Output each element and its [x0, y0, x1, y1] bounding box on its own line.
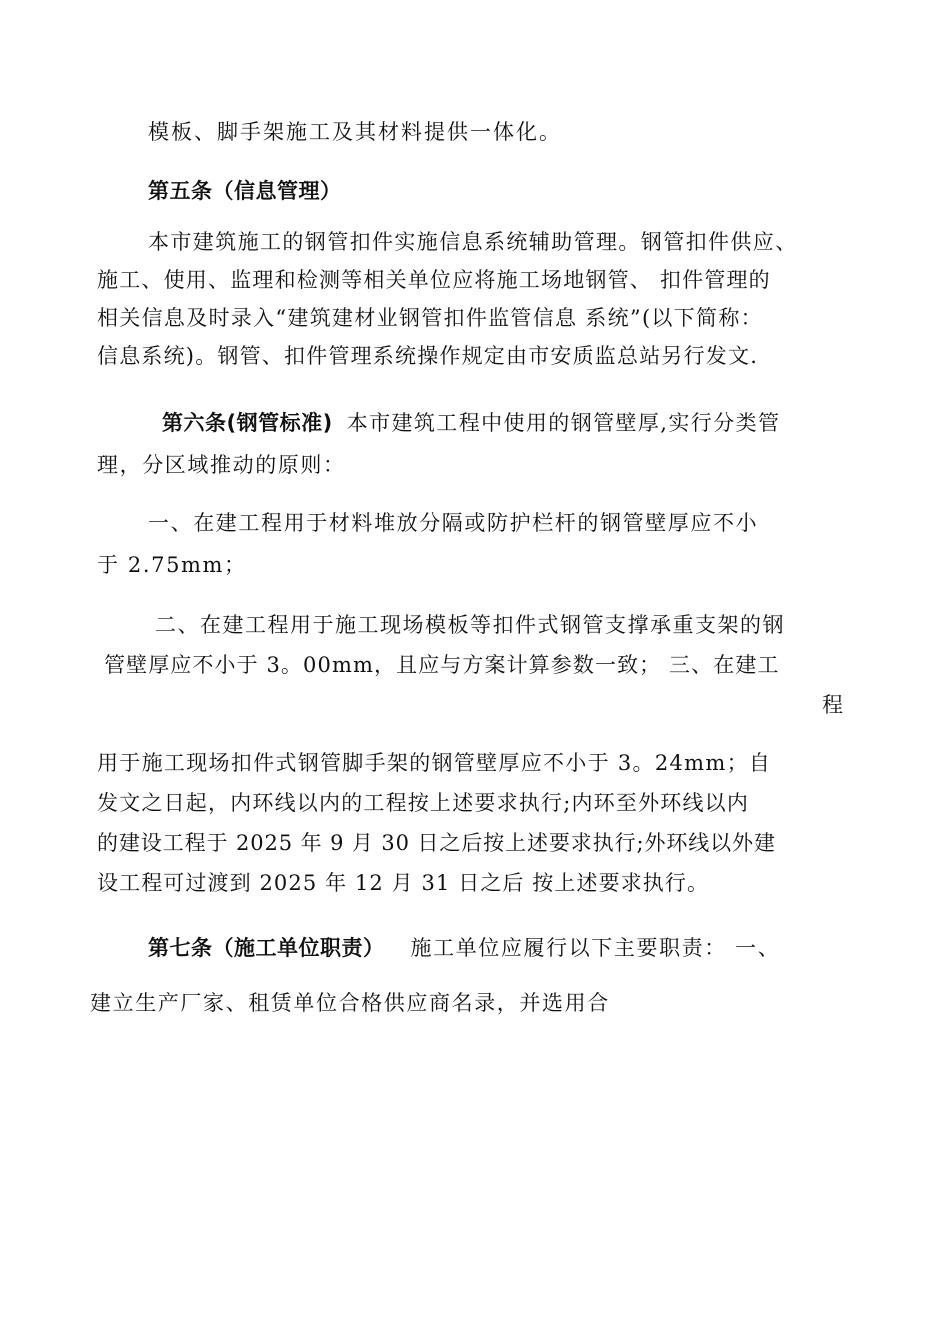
article-7-text: 施工单位应履行以下主要职责： 一、: [410, 936, 781, 960]
list-item-line: 设工程可过渡到 2025 年 12 月 31 日之后 按上述要求执行。: [97, 871, 710, 895]
paragraph-line: 信息系统)。钢管、扣件管理系统操作规定由市安质监总站另行发文.: [97, 344, 759, 368]
paragraph-line: 相关信息及时录入“建筑建材业钢管扣件监管信息 系统”(以下简称：: [97, 306, 763, 330]
paragraph-line: 理，分区域推动的原则：: [97, 453, 346, 477]
article-6-text: 本市建筑工程中使用的钢管壁厚,实行分类管: [346, 411, 781, 435]
paragraph-line: 建立生产厂家、租赁单位合格供应商名录，并选用合: [90, 991, 610, 1015]
article-5-heading: 第五条（信息管理）: [148, 179, 342, 203]
list-item-line: 发文之日起，内环线以内的工程按上述要求执行;内环至外环线以内: [97, 791, 750, 815]
list-item-line: 管壁厚应不小于 3。00mm，且应与方案计算参数一致； 三、在建工: [104, 653, 780, 677]
article-6-heading: 第六条(钢管标准): [162, 411, 333, 435]
article-7-first-line: [148, 933, 780, 963]
list-item-line: 的建设工程于 2025 年 9 月 30 日之后按上述要求执行;外环线以外建: [97, 831, 776, 855]
list-item-line: 于 2.75mm；: [97, 553, 247, 577]
list-item-line: 程: [822, 693, 845, 717]
paragraph-line: 模板、脚手架施工及其材料提供一体化。: [148, 120, 562, 144]
article-6-first-line: [162, 408, 780, 438]
paragraph-line: 本市建筑施工的钢管扣件实施信息系统辅助管理。钢管扣件供应、: [148, 230, 798, 254]
paragraph-line: 施工、使用、监理和检测等相关单位应将施工场地钢管、 扣件管理的: [97, 268, 771, 292]
list-item-line: 二、在建工程用于施工现场模板等扣件式钢管支撑承重支架的钢: [155, 613, 785, 637]
list-item-line: 一、在建工程用于材料堆放分隔或防护栏杆的钢管壁厚应不小: [148, 511, 759, 535]
list-item-line: 用于施工现场扣件式钢管脚手架的钢管壁厚应不小于 3。24mm；自: [97, 751, 772, 775]
article-7-heading: 第七条（施工单位职责）: [148, 936, 385, 960]
